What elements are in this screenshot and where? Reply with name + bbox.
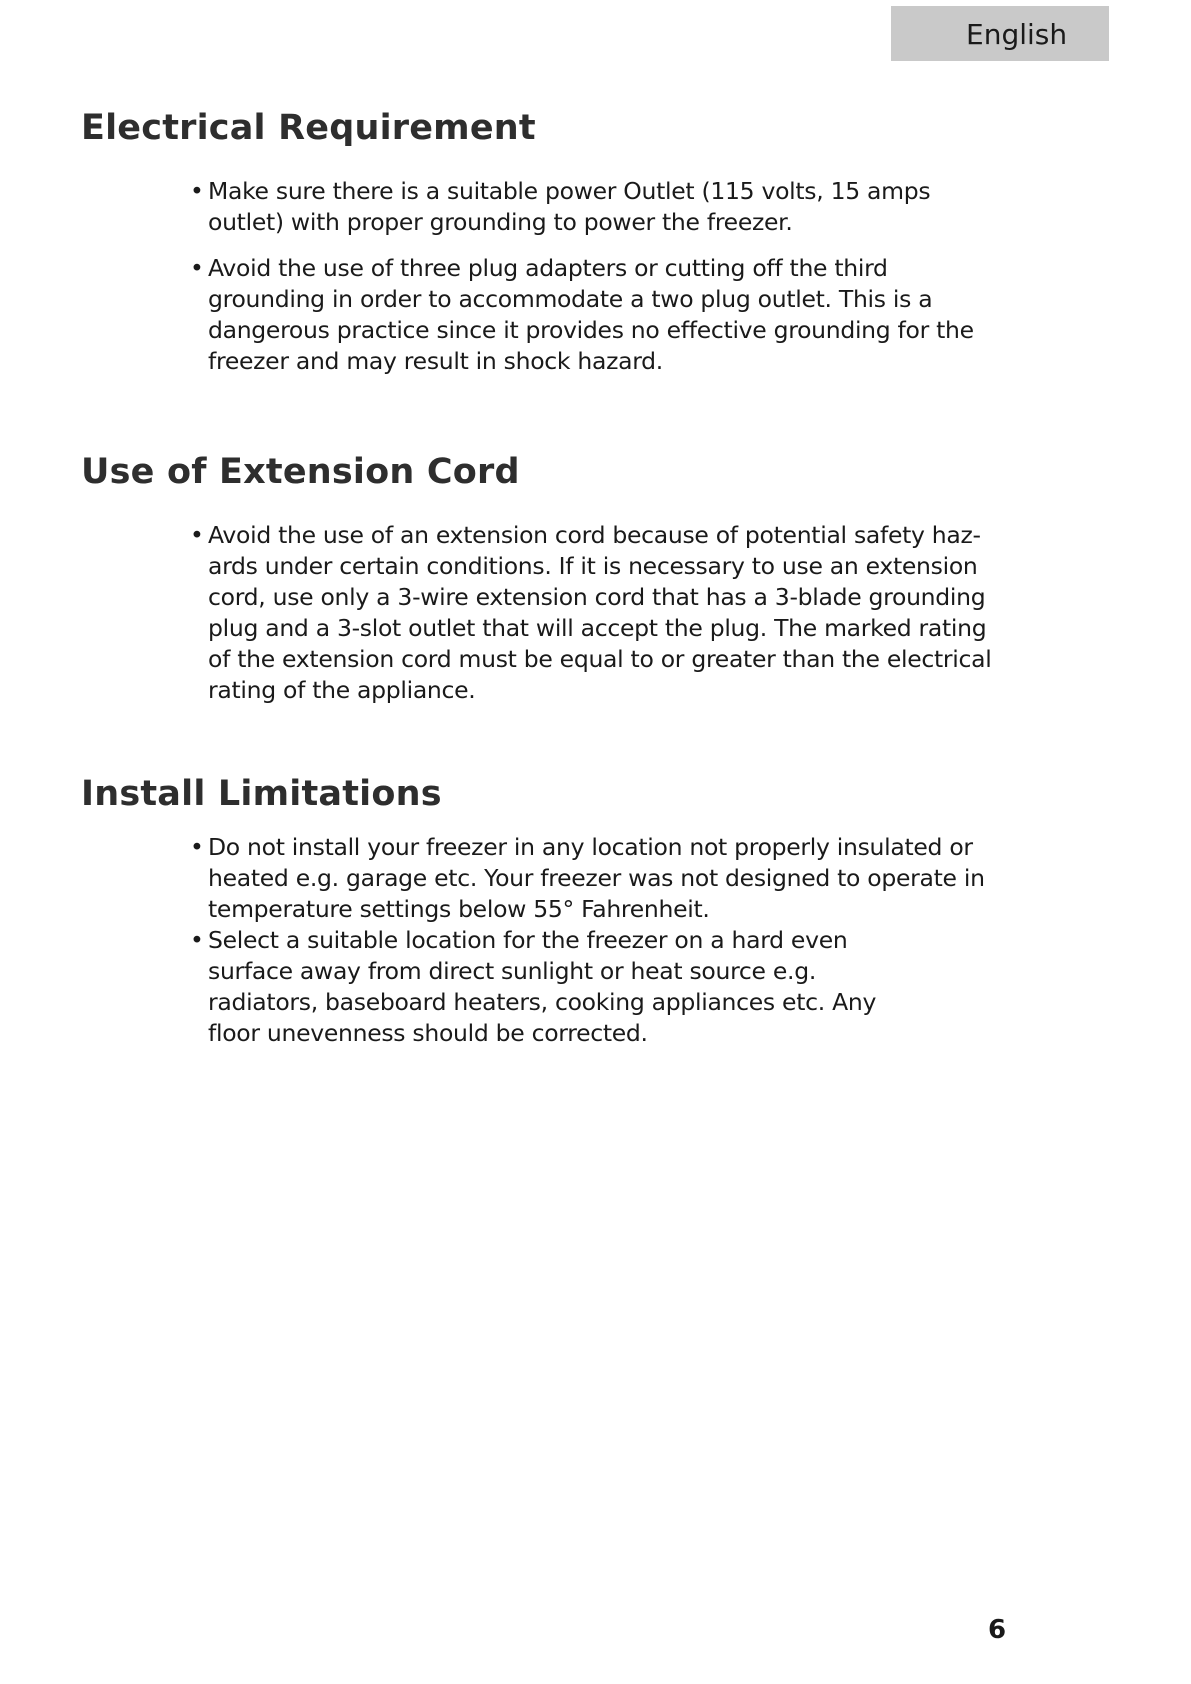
list-item: • Do not install your freezer in any location not properly insulated or heated e.g. garage etc. Your freezer was not designed to operate in temperature settings below 55° Fahrenheit.: [190, 832, 998, 925]
install-limitations-list: [190, 832, 1010, 1049]
list-item: • Avoid the use of three plug adapters or cutting off the third grounding in order to accommodate a two plug outlet. This is a dangerous practice since it provides no effective grounding for the freezer and may result in shock hazard.: [190, 253, 1008, 377]
language-tab: English: [891, 6, 1109, 61]
section-title-install-limitations: Install Limitations: [81, 774, 442, 814]
extension-cord-list: [190, 520, 1010, 706]
page-number: 6: [988, 1615, 1007, 1645]
electrical-requirement-list: [190, 176, 1010, 377]
list-item: • Make sure there is a suitable power Outlet (115 volts, 15 amps outlet) with proper grounding to power the freezer.: [190, 176, 948, 238]
list-item: • Select a suitable location for the freezer on a hard even surface away from direct sunlight or heat source e.g. radiators, baseboard heaters, cooking appliances etc. Any floor unevenness should be corrected.: [190, 925, 908, 1049]
section-title-electrical-requirement: Electrical Requirement: [81, 108, 536, 148]
list-item: • Avoid the use of an extension cord because of potential safety haz- ards under certain conditions. If it is necessary to use an extension cord, use only a 3-wire extension cord that has a 3-blade grounding plug and a 3-slot outlet that will accept the plug. The marked rating of the extension cord must be equal to or greater than the electrical rating of the appliance.: [190, 520, 1008, 706]
section-title-use-of-extension-cord: Use of Extension Cord: [81, 452, 520, 492]
